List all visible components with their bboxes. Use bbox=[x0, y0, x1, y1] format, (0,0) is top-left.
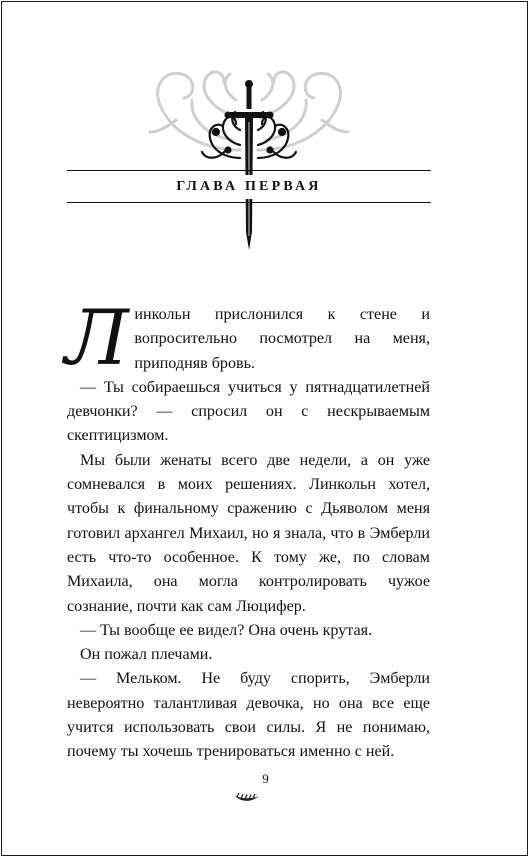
feather-leaf-icon bbox=[233, 790, 261, 804]
paragraph-2: — Ты собираешься учиться у пятнадцатилетней девчонки? — спросил он с нескрываемым скептицизмом. bbox=[67, 378, 430, 445]
paragraph-3: Мы были женаты всего две недели, а он уже сомневался в моих решениях. Линкольн хотел, чтобы к финальному сражению с Дьяволом меня готовил архангел Михаил, но я знала, что в Эмберли есть что-то особенное. К тому же, по словам Михаила, она могла контролировать чужое сознание, почти как сам Люцифер. bbox=[67, 451, 430, 615]
paragraph-6: — Мельком. Не буду спорить, Эмберли невероятно талантливая девочка, но она все еще учится использовать свои силы. Я не понимаю, почему ты хочешь тренироваться именно с ней. bbox=[67, 670, 430, 761]
heading-rule-top bbox=[67, 170, 431, 171]
page-number: 9 bbox=[262, 771, 269, 786]
paragraph-4: — Ты вообще ее видел? Она очень крутая. bbox=[80, 621, 373, 639]
paragraph-5: Он пожал плечами. bbox=[80, 646, 213, 664]
drop-cap: Л bbox=[65, 293, 129, 382]
chapter-title: ГЛАВА ПЕРВАЯ bbox=[67, 175, 431, 199]
heading-rule-bottom bbox=[67, 202, 431, 203]
paragraph-1-text: инкольн прислонился к стене и вопросительно посмотрел на меня, приподняв бровь. bbox=[134, 306, 430, 372]
sword-flourish-icon bbox=[0, 0, 531, 260]
paragraph-1 bbox=[65, 293, 430, 382]
body-text bbox=[65, 293, 430, 765]
